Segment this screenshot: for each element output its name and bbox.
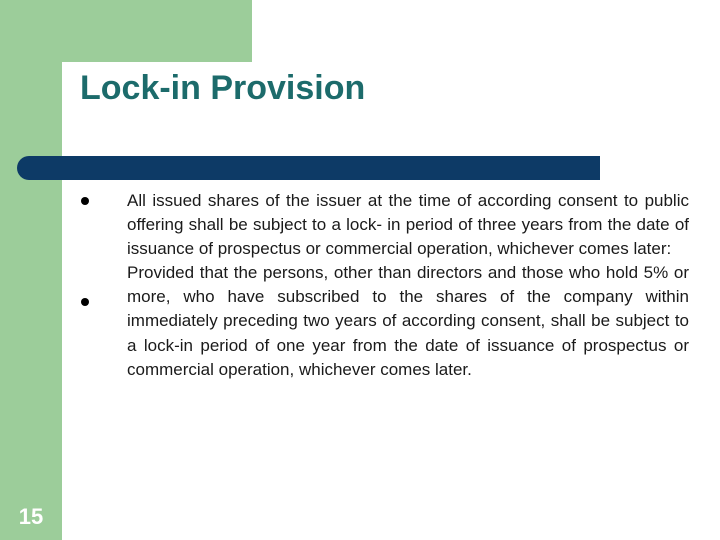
bullet-list	[127, 189, 689, 382]
bullet-dot-icon	[81, 197, 89, 205]
bullet-text: Provided that the persons, other than directors and those who hold 5% or more, who have subscribed to the shares of the company within immediately preceding two years of according consent, shall be subject to a lock-in period of one year from the date of issuance of prospectus or commercial operation, whichever comes later.	[127, 263, 689, 379]
slide-title: Lock-in Provision	[80, 69, 366, 107]
left-accent-strip	[0, 0, 62, 540]
title-underline-bar	[17, 156, 600, 180]
page-number: 15	[18, 504, 44, 529]
bullet-dot-icon	[81, 298, 89, 306]
bullet-text: All issued shares of the issuer at the time of according consent to public offering shall be subject to a lock- in period of three years from the date of issuance of prospectus or commercial operation, whichever comes later:	[127, 191, 689, 259]
